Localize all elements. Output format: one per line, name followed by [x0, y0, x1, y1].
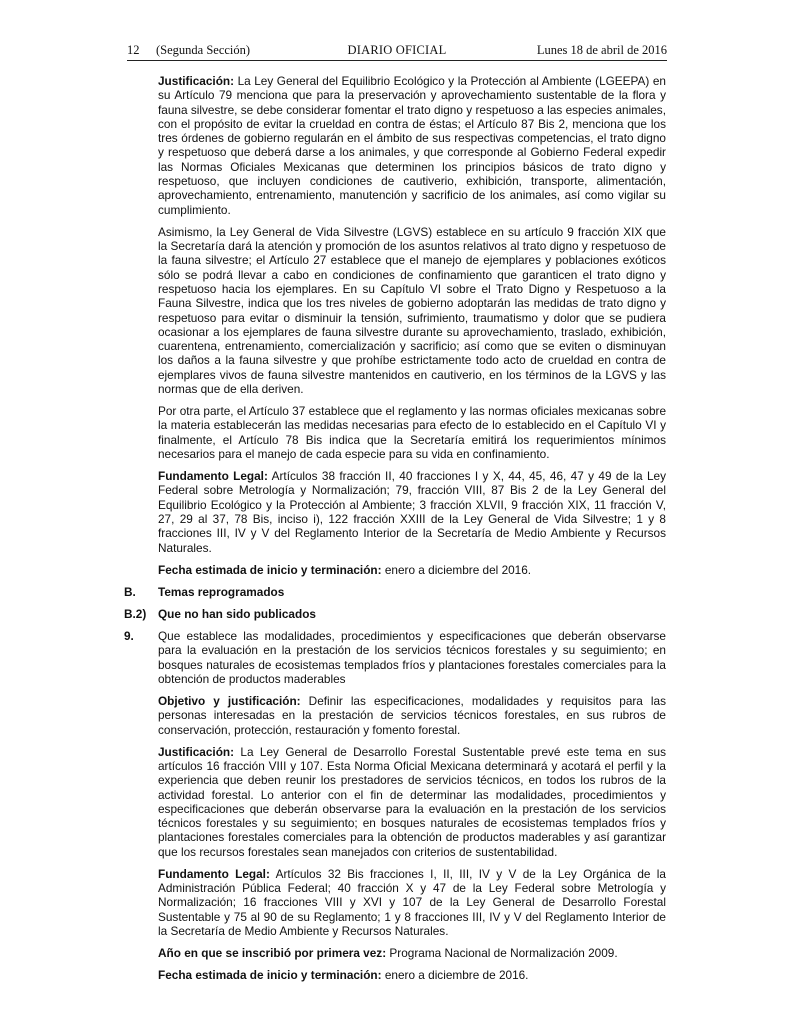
section-marker: B.	[124, 584, 136, 599]
header-rule	[127, 60, 667, 61]
lgvs-paragraph	[158, 225, 666, 397]
paragraph-text: enero a diciembre de 2016.	[381, 968, 529, 983]
paragraph-label: Año en que se inscribió por primera vez:	[158, 946, 387, 961]
objective-paragraph	[158, 694, 666, 737]
legal-basis-paragraph	[158, 469, 666, 555]
paragraph-text: enero a diciembre del 2016.	[381, 562, 532, 577]
section-title: Temas reprogramados	[158, 584, 285, 599]
paragraph-text: La Ley General del Equilibrio Ecológico y la Protección al Ambiente (LGEEPA) en su Artículo 79 menciona que para la preservación y aprovechamiento sustentable de la flora y fauna silvestre, se debe considerar fomentar el trato digno y respetuoso a las especies animales, con el propósito de evitar la crueldad en contra de éstas; el Artículo 87 Bis 2, menciona que los tres órdenes de gobierno regularán en el ámbito de sus respectivas competencias, el trato digno y respetuoso que deberá darse a los animales, y que corresponde al Gobierno Federal expedir las Normas Oficiales Mexicanas que determinen los principios básicos de trato digno y respetuoso, que incluyen condiciones de cautiverio, exhibición, transporte, alimentación, aprovechamiento, entrenamiento, manutención y sacrificio de los animales, así como vigilar su cumplimiento.	[158, 74, 666, 217]
estimated-date-paragraph	[158, 968, 666, 982]
paragraph-text: La Ley General de Desarrollo Forestal Sustentable prevé este tema en sus artículos 16 fracción VIII y 107. Esta Norma Oficial Mexicana determinará y acotará el perfil y la experiencia que deben reunir los prestadores de servicios técnicos, en todos los rubros de la actividad forestal. Lo anterior con el fin de determinar las modalidades, procedimientos y especificaciones que deberán observarse para la evaluación en la prestación de los servicios técnicos forestales y su seguimiento; en bosques naturales de ecosistemas templados fríos y plantaciones forestales comerciales para la obtención de productos maderables y así garantizar que los recursos forestales sean manejados con criterios de sustentabilidad.	[158, 744, 666, 859]
paragraph-text: Asimismo, la Ley General de Vida Silvestre (LGVS) establece en su artículo 9 fracción XIX que la Secretaría dará la atención y promoción de los asuntos relativos al trato digno y respetuoso de la fauna silvestre; el Artículo 27 establece que el manejo de ejemplares y poblaciones exóticos sólo se podrá llevar a cabo en condiciones de confinamiento que garanticen el trato digno y respetuoso hacia los ejemplares. En su Capítulo VI sobre el Trato Digno y Respetuoso a la Fauna Silvestre, indica que los tres niveles de gobierno adoptarán las medidas de trato digno y respetuoso para evitar o disminuir la tensión, sufrimiento, traumatismo y dolor que se pudiera ocasionar a los ejemplares de fauna silvestre durante su aprovechamiento, traslado, exhibición, cuarentena, entrenamiento, comercialización y sacrificio; así como que se eviten o disminuyan los daños a la fauna silvestre y que prohíbe estrictamente todo acto de crueldad en contra de ejemplares vivos de fauna silvestre mantenidos en cautiverio, en los términos de la LGVS y las normas que de ella deriven.	[158, 224, 666, 397]
paragraph-label: Fundamento Legal:	[158, 866, 270, 881]
paragraph-label: Justificación:	[158, 744, 235, 759]
section-marker: B.2)	[124, 606, 147, 621]
section-heading-b	[124, 584, 666, 599]
estimated-date-paragraph	[158, 563, 666, 577]
document-body	[124, 74, 666, 990]
page-header	[127, 41, 667, 61]
paragraph-text: Programa Nacional de Normalización 2009.	[386, 946, 618, 961]
publication-date: Lunes 18 de abril de 2016	[536, 43, 667, 57]
paragraph-label: Fundamento Legal:	[158, 469, 268, 484]
first-inscription-paragraph	[158, 946, 666, 960]
section-title: Que no han sido publicados	[158, 606, 316, 621]
item-title: Que establece las modalidades, procedimientos y especificaciones que deberán observarse para la evaluación en la prestación de los servicios técnicos forestales y su seguimiento; en bosques naturales de ecosistemas templados fríos y plantaciones forestales comerciales para la obtención de productos maderables	[158, 628, 666, 686]
paragraph-label: Objetivo y justificación:	[158, 693, 301, 708]
article-37-paragraph	[158, 404, 666, 461]
justification-paragraph	[158, 745, 666, 859]
publication-title: DIARIO OFICIAL	[347, 43, 447, 57]
paragraph-text: Por otra parte, el Artículo 37 establece que el reglamento y las normas oficiales mexicanas sobre la materia establecerán las medidas necesarias para efecto de lo establecido en el Capítulo VI y finalmente, el Artículo 78 Bis indica que la Secretaría emitirá los requerimientos mínimos necesarios para el manejo de cada especie para su vida en confinamiento.	[158, 404, 666, 462]
legal-basis-paragraph	[158, 867, 666, 938]
section-label: (Segunda Sección)	[156, 43, 251, 57]
paragraph-label: Fecha estimada de inicio y terminación:	[158, 562, 382, 577]
section-heading-b2	[124, 606, 666, 621]
paragraph-text: Definir las especificaciones, modalidades y requisitos para las personas interesadas en la prestación de servicios técnicos forestales, en sus rubros de conservación, protección, restauración y fomento forestal.	[158, 693, 666, 737]
numbered-item-9	[124, 628, 666, 686]
justification-paragraph	[158, 74, 666, 217]
paragraph-label: Justificación:	[158, 74, 235, 88]
page-number: 12	[127, 43, 140, 57]
paragraph-text: Artículos 32 Bis fracciones I, II, III, IV y V de la Ley Orgánica de la Administración Pública Federal; 40 fracción X y 47 de la Ley Federal sobre Metrología y Normalización; 16 fracciones VIII y XVI y 107 de la Ley General de Desarrollo Forestal Sustentable y 75 al 90 de su Reglamento; 1 y 8 fracciones III, IV y V del Reglamento Interior de la Secretaría de Medio Ambiente y Recursos Naturales.	[158, 866, 666, 938]
paragraph-text: Artículos 38 fracción II, 40 fracciones I y X, 44, 45, 46, 47 y 49 de la Ley Federal sobre Metrología y Normalización; 79, fracción VIII, 87 Bis 2 de la Ley General del Equilibrio Ecológico y la Protección al Ambiente; 3 fracción XLVII, 9 fracción XIX, 11 fracción V, 27, 29 al 37, 78 Bis, inciso i), 122 fracción XXIII de la Ley General de Vida Silvestre; 1 y 8 fracciones III, IV y V del Reglamento Interior de la Secretaría de Medio Ambiente y Recursos Naturales.	[158, 469, 666, 555]
item-number: 9.	[124, 628, 134, 643]
paragraph-label: Fecha estimada de inicio y terminación:	[158, 968, 382, 983]
